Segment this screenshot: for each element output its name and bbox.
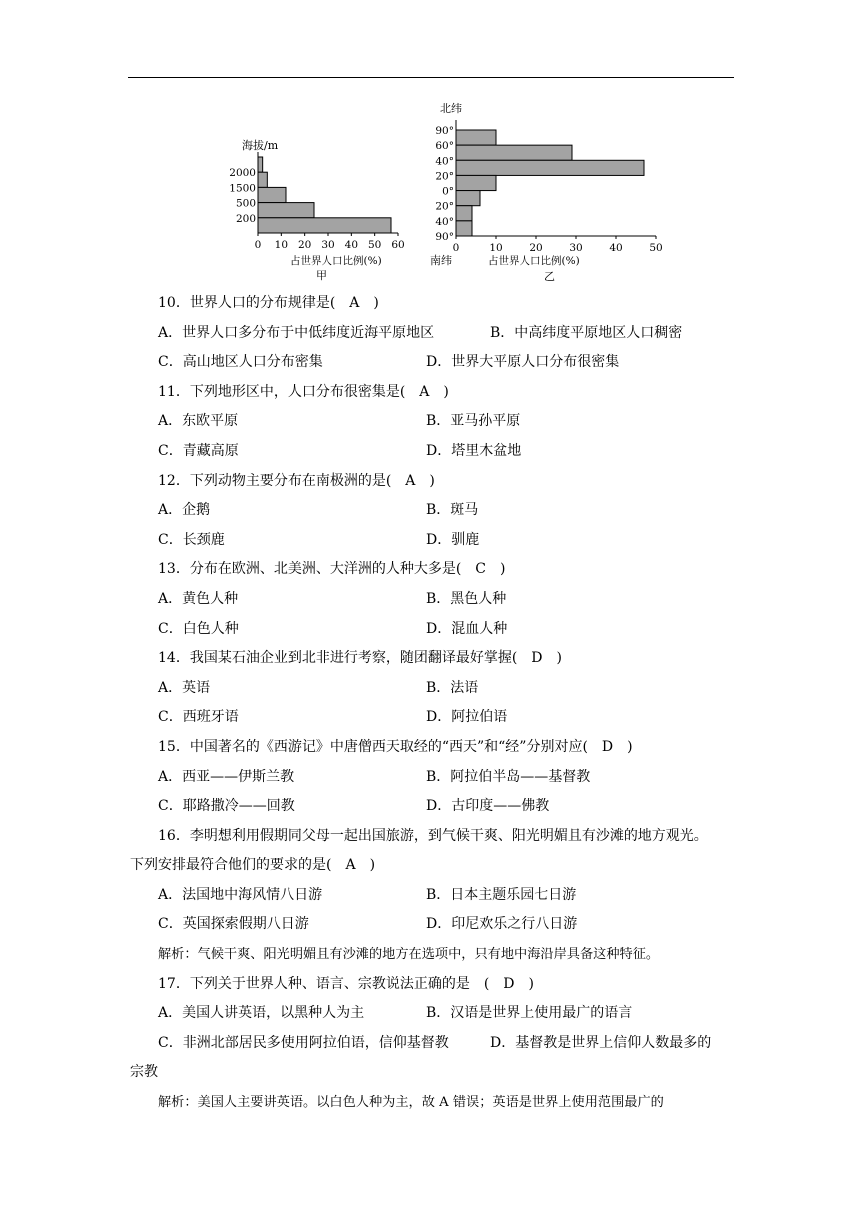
option-b: B．斑马	[426, 502, 479, 519]
options-row	[130, 881, 740, 911]
bar-5	[456, 191, 480, 206]
option-c: C．耶路撒冷——回教	[158, 798, 295, 815]
option-a: A．黄色人种	[158, 590, 239, 607]
x-tick-label: 60	[391, 239, 405, 251]
y-tick-label: 20°	[435, 200, 454, 213]
option-d: D．印尼欢乐之行八日游	[426, 916, 578, 933]
chart-latitude-population	[424, 96, 664, 286]
option-d: D．混血人种	[426, 620, 508, 637]
option-c: C．白色人种	[158, 620, 239, 637]
y-tick-label: 60°	[435, 140, 454, 153]
bar-4	[456, 175, 496, 190]
question-10: 10．世界人口的分布规律是( A )	[158, 295, 379, 311]
question-11: 11．下列地形区中，人口分布很密集是( A )	[158, 383, 449, 400]
options-row	[130, 615, 740, 645]
question-12: 12．下列动物主要分布在南极洲的是( A )	[158, 472, 435, 489]
explanation-16: 解析：气候干爽、阳光明媚且有沙滩的地方在选项中，只有地中海沿岸具备这种特征。	[158, 947, 660, 963]
y-tick-label: 2000	[229, 167, 256, 180]
y-tick-label: 20°	[435, 170, 454, 183]
option-d: D．世界大平原人口分布很密集	[426, 354, 620, 371]
option-d: D．基督教是世界上信仰人数最多的	[490, 1034, 712, 1051]
chart-ylabel: 海拔/m	[242, 139, 279, 152]
chart-xlabel: 占世界人口比例(%)	[488, 255, 580, 267]
option-d: D．塔里木盆地	[426, 442, 522, 459]
bar-5	[258, 218, 391, 233]
option-c: C．青藏高原	[158, 442, 239, 459]
options-row	[130, 407, 740, 437]
options-row	[130, 674, 740, 704]
option-c: C．非洲北部居民多使用阿拉伯语，信仰基督教	[158, 1034, 449, 1051]
option-b: B．黑色人种	[426, 590, 507, 607]
bar-2	[258, 172, 267, 187]
chart-bottom-label: 南纬	[430, 254, 452, 267]
option-c: C．长颈鹿	[158, 531, 225, 548]
options-row	[130, 585, 740, 615]
options-row	[130, 348, 740, 378]
y-tick-label: 1500	[229, 182, 256, 195]
bar-2	[456, 145, 572, 160]
x-tick-label: 40	[344, 239, 359, 251]
option-a: A．企鹅	[158, 502, 211, 519]
question-list	[130, 289, 740, 1118]
option-a: A．英语	[158, 679, 211, 696]
chart-caption: 乙	[544, 270, 555, 283]
question-14: 14．我国某石油企业到北非进行考察，随团翻译最好掌握( D )	[158, 650, 562, 667]
x-tick-label: 50	[649, 242, 663, 254]
explanation-17: 解析：美国人主要讲英语。以白色人种为主，故 A 错误；英语是世界上使用范围最广的	[158, 1095, 664, 1111]
option-d: D．驯鹿	[426, 531, 480, 548]
bar-6	[456, 206, 472, 221]
chart-caption: 甲	[316, 269, 327, 282]
option-a: A．美国人讲英语，以黑种人为主	[158, 1005, 365, 1022]
question-15: 15．中国著名的《西游记》中唐僧西天取经的“西天”和“经”分别对应( D )	[158, 738, 633, 755]
y-tick-label: 500	[235, 197, 256, 210]
options-row	[130, 526, 740, 556]
y-tick-label: 0°	[442, 185, 454, 198]
question-16: 16．李明想利用假期同父母一起出国旅游，到气候干爽、阳光明媚且有沙滩的地方观光。	[158, 827, 708, 844]
chart-altitude-population	[229, 132, 416, 282]
y-tick-label: 40°	[435, 155, 454, 168]
chart-top-label: 北纬	[440, 102, 462, 115]
y-tick-label: 200	[235, 212, 256, 225]
options-row	[130, 999, 740, 1029]
bar-7	[456, 221, 472, 236]
x-tick-label: 10	[274, 239, 289, 251]
y-tick-label: 90°	[435, 125, 454, 137]
option-a: A．西亚——伊斯兰教	[158, 768, 295, 785]
y-tick-label: 40°	[435, 215, 454, 228]
x-tick-label: 50	[367, 239, 382, 251]
x-tick-label: 30	[569, 242, 583, 254]
options-row	[130, 910, 740, 940]
x-tick-label: 20	[297, 239, 312, 251]
option-b: B．阿拉伯半岛——基督教	[426, 768, 591, 785]
header-rule	[128, 77, 734, 78]
option-a: A．世界人口多分布于中低纬度近海平原地区	[158, 324, 435, 341]
x-tick-label: 30	[321, 239, 335, 251]
options-row	[130, 703, 740, 733]
question-13: 13．分布在欧洲、北美洲、大洋洲的人种大多是( C )	[158, 561, 506, 578]
bar-3	[456, 160, 644, 175]
chart-xlabel: 占世界人口比例(%)	[290, 255, 382, 267]
options-row	[130, 496, 740, 526]
option-a: A．法国地中海风情八日游	[158, 886, 323, 903]
x-tick-label: 0	[254, 239, 262, 251]
bar-3	[258, 187, 286, 202]
options-row	[130, 792, 740, 822]
option-c: C．高山地区人口分布密集	[158, 354, 323, 371]
option-b: B．日本主题乐园七日游	[426, 886, 577, 903]
option-c: C．西班牙语	[158, 709, 239, 726]
options-row	[130, 1029, 740, 1059]
x-tick-label: 0	[452, 242, 460, 254]
option-d-continued: 宗教	[130, 1064, 158, 1081]
option-c: C．英国探索假期八日游	[158, 916, 309, 933]
option-a: A．东欧平原	[158, 413, 239, 430]
bar-1	[456, 130, 496, 145]
options-row	[130, 763, 740, 793]
options-row	[130, 319, 740, 349]
x-tick-label: 10	[489, 242, 503, 254]
question-17: 17．下列关于世界人种、语言、宗教说法正确的是 ( D )	[158, 975, 534, 992]
option-b: B．汉语是世界上使用最广的语言	[426, 1005, 633, 1022]
option-b: B．亚马孙平原	[426, 413, 521, 430]
bar-1	[258, 157, 263, 172]
option-d: D．古印度——佛教	[426, 798, 550, 815]
option-d: D．阿拉伯语	[426, 709, 508, 726]
x-tick-label: 40	[609, 242, 623, 254]
question-16-continued: 下列安排最符合他们的要求的是( A )	[130, 857, 376, 874]
bar-4	[258, 203, 314, 218]
options-row	[130, 437, 740, 467]
option-b: B．中高纬度平原地区人口稠密	[490, 324, 683, 341]
x-tick-label: 20	[529, 242, 543, 254]
y-tick-label: 90°	[435, 231, 454, 243]
option-b: B．法语	[426, 679, 479, 696]
